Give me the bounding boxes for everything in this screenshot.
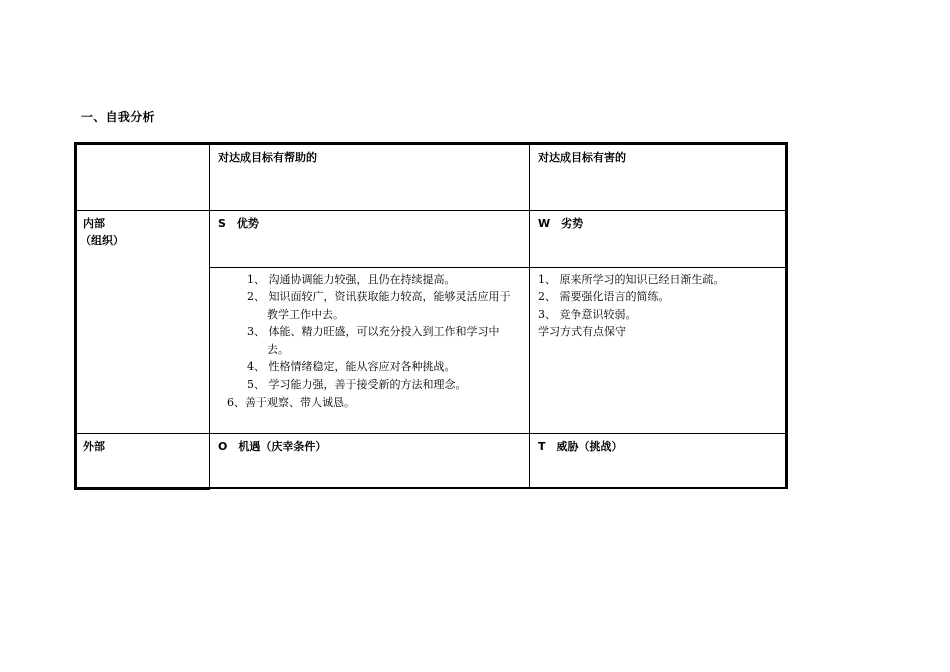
list-item: 6、善于观察、带人诚恳。 <box>227 396 355 409</box>
table-right-border <box>785 142 788 489</box>
row-divider-header <box>74 210 788 211</box>
list-item: 4、 性格情绪稳定，能从容应对各种挑战。 <box>247 360 456 373</box>
table-top-border <box>74 142 788 145</box>
list-item: 3、 体能、精力旺盛，可以充分投入到工作和学习中 <box>247 325 500 338</box>
section-heading: 一、自我分析 <box>81 110 155 124</box>
row-divider-internal-title <box>209 267 788 268</box>
table-left-border <box>74 142 77 490</box>
list-item: 学习方式有点保守 <box>538 325 626 338</box>
list-item: 2、 需要强化语言的简练。 <box>538 290 670 303</box>
external-label: 外部 <box>83 440 105 453</box>
list-item: 3、 竞争意识较弱。 <box>538 308 637 321</box>
header-helpful: 对达成目标有帮助的 <box>218 151 317 164</box>
column-divider-1 <box>209 142 210 490</box>
list-item: 1、 沟通协调能力较强，且仍在持续提高。 <box>247 273 456 286</box>
list-item: 5、 学习能力强，善于接受新的方法和理念。 <box>247 378 467 391</box>
internal-label-sub: （组织） <box>80 234 124 247</box>
threats-title: T 威胁（挑战） <box>538 440 623 453</box>
weaknesses-title: W 劣势 <box>538 217 584 230</box>
list-item: 去。 <box>267 343 289 356</box>
internal-label: 内部 <box>83 217 105 230</box>
opportunities-title: O 机遇（庆幸条件） <box>218 440 327 453</box>
list-item: 教学工作中去。 <box>267 308 344 321</box>
strengths-title: S 优势 <box>218 217 259 230</box>
table-bottom-border-left <box>74 487 209 490</box>
list-item: 1、 原来所学习的知识已经日渐生疏。 <box>538 273 725 286</box>
header-harmful: 对达成目标有害的 <box>538 151 626 164</box>
column-divider-2 <box>529 142 530 487</box>
row-divider-external <box>74 433 788 434</box>
table-bottom-border-right <box>209 487 788 489</box>
list-item: 2、 知识面较广，资讯获取能力较高，能够灵活应用于 <box>247 290 511 303</box>
swot-table <box>74 142 788 490</box>
